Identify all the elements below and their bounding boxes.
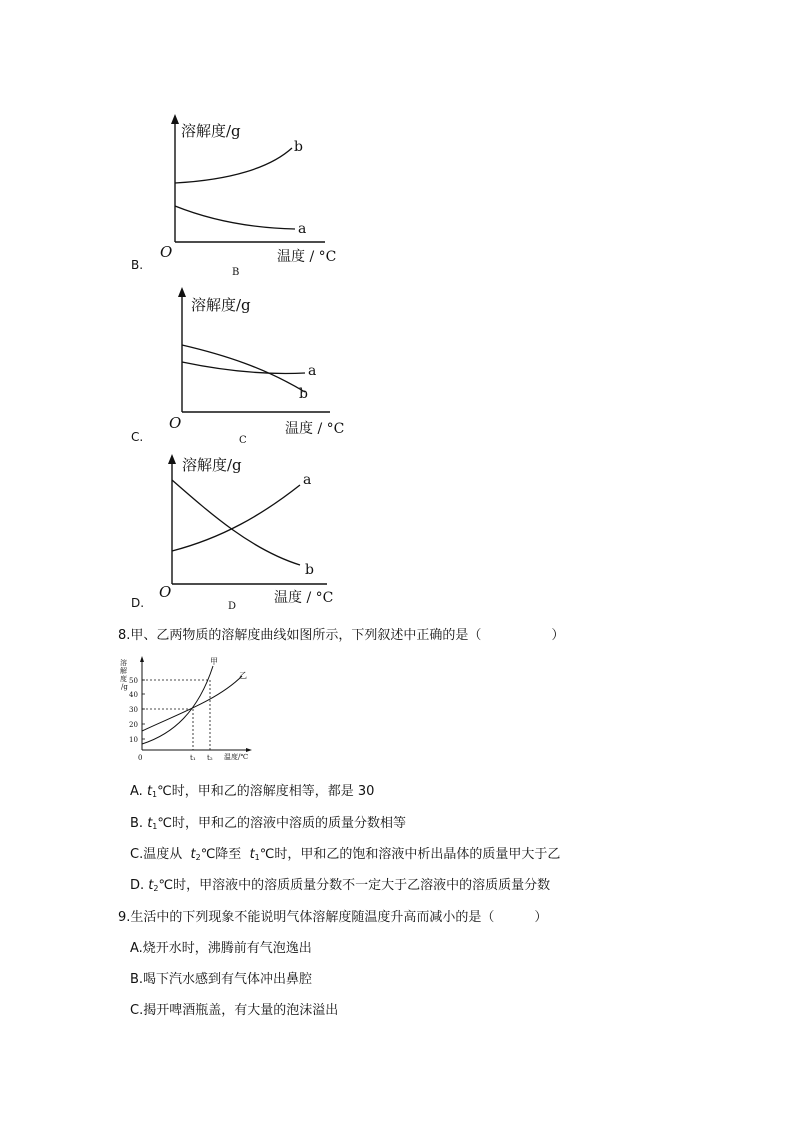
option-d-label: D. <box>131 596 145 610</box>
curve-b <box>182 345 305 392</box>
question-8-stem <box>118 624 564 643</box>
stray-letter: C <box>239 435 247 443</box>
x-axis-label: 温度 / °C <box>285 421 345 437</box>
curve-a <box>172 485 300 551</box>
curve-a-label: a <box>308 363 317 379</box>
curve-jia-label: 甲 <box>210 657 218 666</box>
question-9-stem <box>118 906 547 925</box>
graph-d <box>152 450 372 610</box>
q9-option-b: B.喝下汽水感到有气体冲出鼻腔 <box>130 972 313 987</box>
q8-xlabel: 温度/℃ <box>224 753 249 761</box>
ytick-10: 10 <box>129 736 138 744</box>
q8-ylabel-3: 度 <box>120 675 127 683</box>
y-axis-label: 溶解度/g <box>181 122 241 140</box>
y-axis-arrow <box>168 454 176 464</box>
stray-letter: B <box>232 267 240 275</box>
stray-letter: D <box>228 601 237 610</box>
q8-ylabel-4: /g <box>121 683 128 691</box>
y-axis-arrow <box>171 114 179 124</box>
curve-a <box>182 362 305 374</box>
q8-ylabel-2: 解 <box>120 667 127 675</box>
xtick-t2: t₂ <box>207 754 213 762</box>
q9-option-a: A.烧开水时，沸腾前有气泡逸出 <box>130 941 312 956</box>
ytick-20: 20 <box>129 721 138 729</box>
y-axis-arrow <box>178 287 186 297</box>
option-b-label: B. <box>131 258 144 272</box>
q8-solubility-chart <box>118 652 258 768</box>
q8-ylabel-1: 溶 <box>120 659 127 667</box>
curve-b-label: b <box>299 386 308 402</box>
curve-a <box>175 206 295 229</box>
q8-stem-text: 8.甲、乙两物质的溶解度曲线如图所示，下列叙述中正确的是（ <box>118 628 482 643</box>
ytick-30: 30 <box>129 706 138 714</box>
y-axis-label: 溶解度/g <box>191 296 251 314</box>
origin-label: 0 <box>138 754 143 762</box>
origin-label: O <box>169 414 182 432</box>
y-axis-label: 溶解度/g <box>182 456 242 474</box>
graph-c <box>155 283 370 443</box>
curve-yi <box>142 676 242 731</box>
x-axis-label: 温度 / °C <box>277 249 337 265</box>
origin-label: O <box>159 583 172 601</box>
q8-option-b: B. $t_1℃$时，甲和乙的溶液中溶质的质量分数相等 <box>130 816 406 831</box>
curve-b-label: b <box>305 562 314 578</box>
ytick-50: 50 <box>129 677 138 685</box>
graph-b <box>150 110 370 275</box>
curve-b <box>172 480 300 565</box>
q8-option-c: C.温度从 $t_2℃$降至 $t_1℃$时，甲和乙的饱和溶液中析出晶体的质量甲大于乙 <box>130 847 561 862</box>
curve-jia <box>142 666 213 744</box>
q9-option-c: C.揭开啤酒瓶盖，有大量的泡沫溢出 <box>130 1003 339 1018</box>
curve-b <box>175 148 292 183</box>
q9-paren-close: ） <box>534 910 548 925</box>
curve-b-label: b <box>294 139 303 155</box>
xtick-t1: t₁ <box>190 754 196 762</box>
curve-a-label: a <box>303 472 312 488</box>
q9-stem-text: 9.生活中的下列现象不能说明气体溶解度随温度升高而减小的是（ <box>118 910 495 925</box>
origin-label: O <box>160 243 173 261</box>
option-c-label: C. <box>131 430 144 444</box>
q8-option-d: D. $t_2℃$时，甲溶液中的溶质质量分数不一定大于乙溶液中的溶质质量分数 <box>130 878 551 893</box>
q8-option-a: A. $t_1℃$时，甲和乙的溶解度相等，都是 30 <box>130 784 375 799</box>
ytick-40: 40 <box>129 691 138 699</box>
curve-a-label: a <box>298 221 307 237</box>
curve-yi-label: 乙 <box>239 671 247 680</box>
x-axis-label: 温度 / °C <box>274 590 334 606</box>
q8-paren-close: ） <box>551 628 565 643</box>
